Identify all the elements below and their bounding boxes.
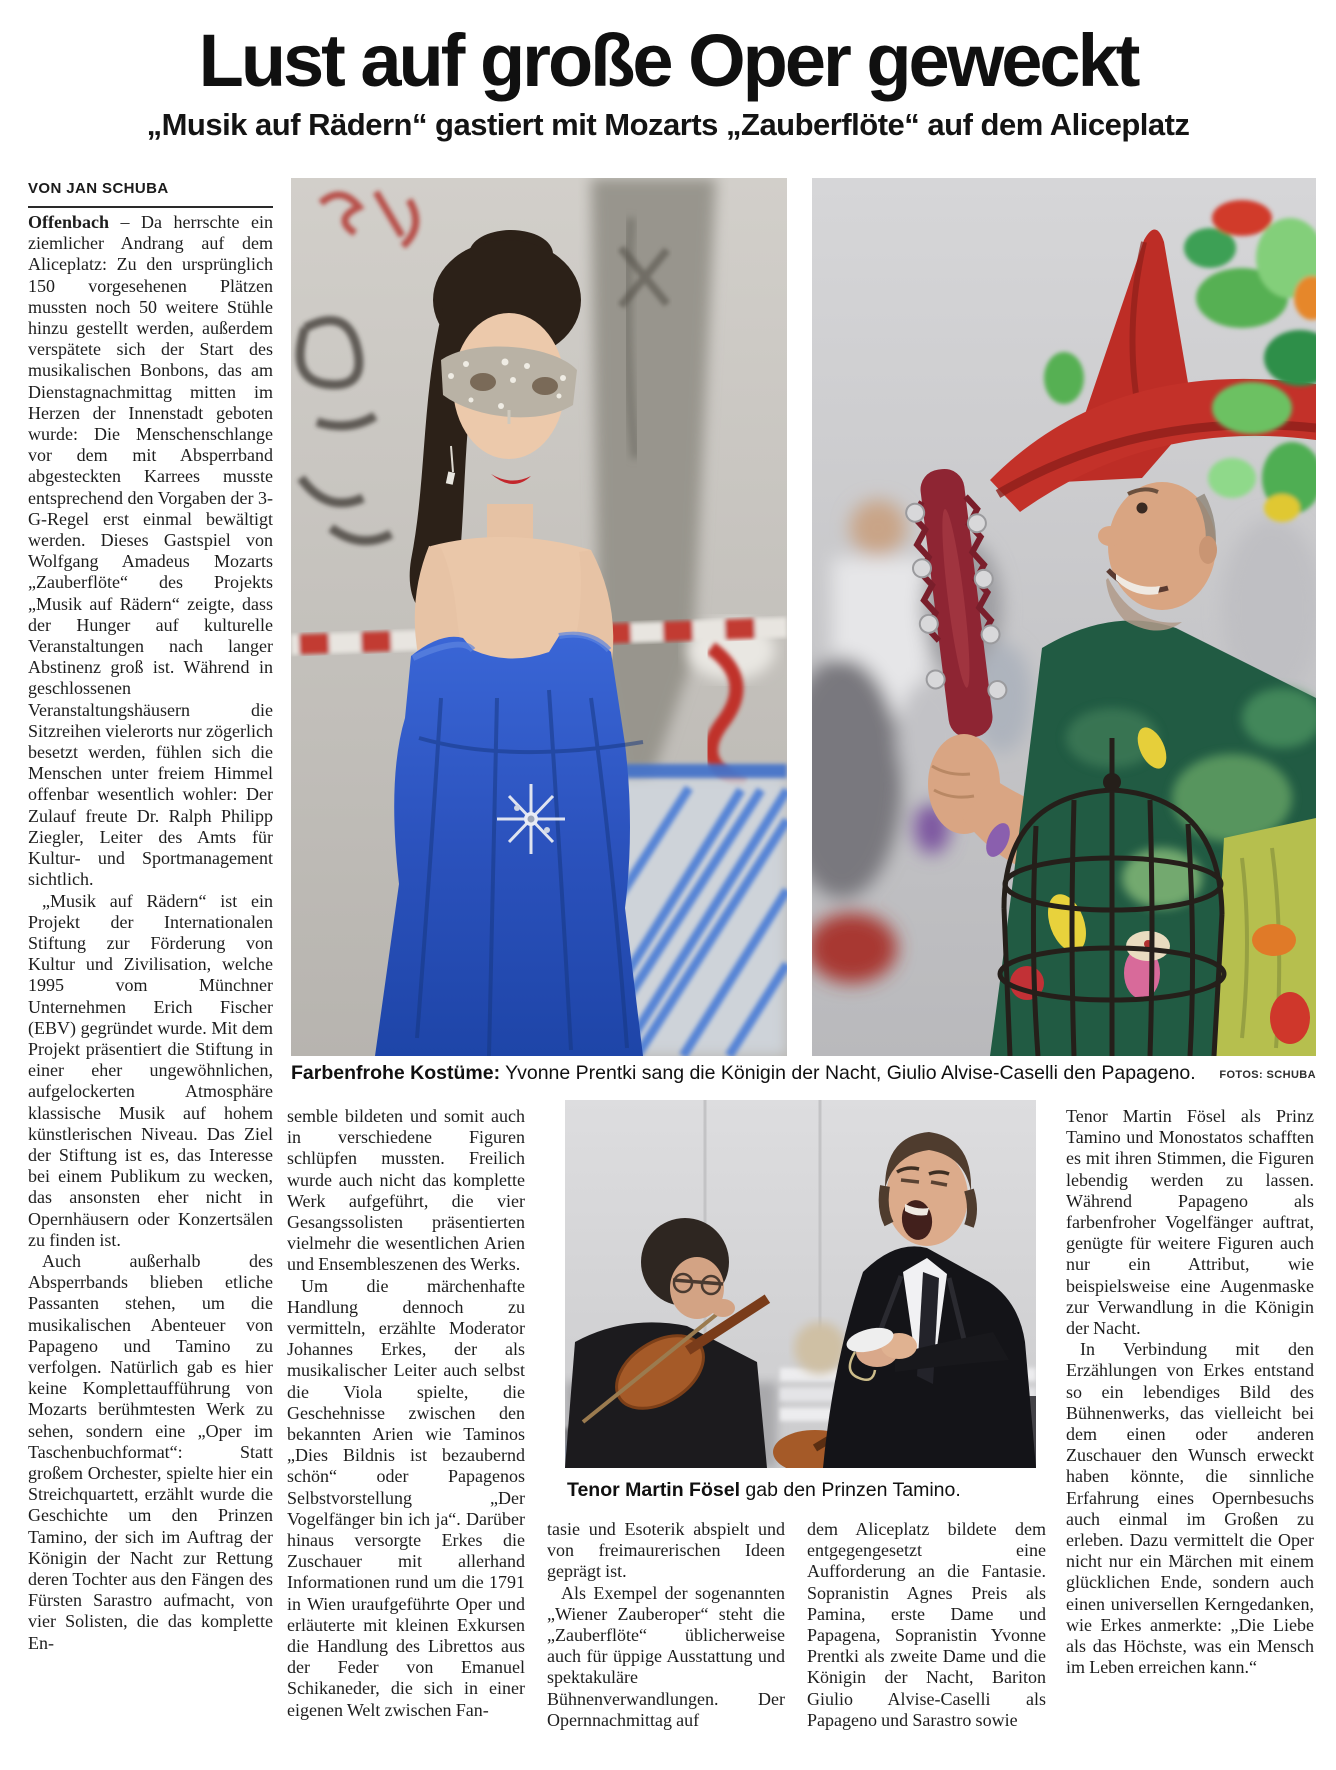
article-column-5 [1066, 1106, 1314, 1746]
paragraph: „Musik auf Rädern“ ist ein Projekt der Internationalen Stiftung zur Förderung von Kultur und Zivilisation, welche 1995 vom Münchner Unternehmen Erich Fischer (EBV) gegründet wurde. Mit dem Projekt präsentiert die Stiftung in einer eher ungewöhnlichen, aufgelockerten Atmosphäre klassische Musik auf hohem künstlerischen Niveau. Das Ziel der Stiftung ist es, das Interesse bei einem Publikum zu wecken, das ansonsten eher nicht in Opernhäusern oder Konzertsälen zu finden ist. [28, 890, 273, 1250]
top-photos-caption [291, 1062, 1316, 1085]
photo-queen-of-the-night [291, 178, 787, 1056]
blue-gown [375, 635, 643, 1056]
paragraph: dem Aliceplatz bildete dem entgegengesetzt eine Aufforderung an die Fantasie. Sopranistin Agnes Preis als Pamina, erste Dame und Papagena, Sopranistin Yvonne Prentki als zweite Dame und die Königin der Nacht, Bariton Giulio Alvise-Caselli als Papageno und Sarastro sowie [807, 1519, 1046, 1730]
paragraph: semble bildeten und somit auch in verschiedene Figuren schlüpfen mussten. Freilich wurde auch nicht das komplette Werk aufgeführt, die vier Gesangssolisten präsentierten vielmehr die wesentlichen Arien und Ensembleszenen des Werks. [287, 1106, 525, 1275]
caption-text: Yvonne Prentki sang die Königin der Nacht, Giulio Alvise-Caselli den Papageno. [500, 1062, 1196, 1084]
paragraph: In Verbindung mit den Erzählungen von Erkes entstand so ein lebendiges Bild des Bühnenwerks, das vielleicht bei dem einen oder anderen Zuschauer den Wunsch erweckt haben könnte, die sinnliche Erfahrung eines Opernbesuchs auch einmal im Großen zu erleben. Dazu vermittelt die Oper nicht nur ein Märchen mit einem glücklichen Ende, sondern auch einen universellen Kerngedanken, wie Erkes anmerkte: „Die Liebe als das Höchste, was ein Mensch im Leben erreichen kann.“ [1066, 1339, 1314, 1678]
byline-divider [28, 206, 273, 208]
photo-credit: FOTOS: SCHUBA [1219, 1069, 1316, 1081]
middle-photo-caption [567, 1479, 1036, 1502]
red-feather-patch [1270, 992, 1310, 1044]
article-column-4 [807, 1519, 1046, 1747]
photo-papageno [812, 178, 1316, 1056]
dateline: Offenbach [28, 212, 109, 232]
caption-lead: Tenor Martin Fösel [567, 1479, 740, 1501]
article-headline: Lust auf große Oper geweckt [198, 19, 1138, 102]
article-column-2 [287, 1106, 525, 1740]
paragraph: Um die märchenhafte Handlung dennoch zu vermitteln, erzählte Moderator Johannes Erkes, der als musikalischer Leiter auch selbst die Viola spielte, die Geschehnisse zwischen den bekannten Arien wie Taminos „Dies Bildnis ist bezaubernd schön“ oder Papagenos Selbstvorstellung „Der Vogelfänger bin ich ja“. Darüber hinaus versorgte Erkes die Zuschauer mit allerhand Informationen rund um die 1791 in Wien uraufgeführte Oper und erläuterte mit kleinen Exkursen die Handlung des Librettos aus der Feder von Emanuel Schikaneder, die sich in einer eigenen Welt zwischen Fan- [287, 1275, 525, 1720]
photo-papageno-illustration [812, 178, 1316, 1056]
paragraph [28, 212, 273, 891]
paragraph: tasie und Esoterik abspielt und von freimaurerischen Ideen geprägt ist. [547, 1519, 785, 1582]
eye [1137, 503, 1148, 514]
paragraph: Auch außerhalb des Absperrbands blieben etliche Passanten stehen, um die musikalischen Abenteuer von Papageno und Tamino zu verfolgen. Natürlich gab es hier keine Komplettaufführung von Mozarts berühmtesten Werk zu sehen, sondern eine „Oper im Taschenbuchformat“: Statt großem Orchester, spielte hier ein Streichquartett, erzählt wurde die Geschichte um den Prinzen Tamino, der sich im Auftrag der Königin der Nacht zur Rettung deren Tochter aus den Fängen des Fürsten Sarastro aufmacht, von vier Solisten, die das komplette En- [28, 1250, 273, 1653]
orange-feather [1252, 924, 1296, 956]
article-subheadline: „Musik auf Rädern“ gastiert mit Mozarts „Zauberflöte“ auf dem Aliceplatz [146, 107, 1190, 142]
caption-text: gab den Prinzen Tamino. [740, 1479, 961, 1501]
byline: VON JAN SCHUBA [28, 180, 169, 197]
caption-lead: Farbenfrohe Kostüme: [291, 1062, 501, 1084]
photo-tenor-illustration [565, 1100, 1036, 1468]
article-column-3 [547, 1519, 785, 1747]
paragraph: Als Exempel der sogenannten „Wiener Zauberoper“ steht die „Zauberflöte“ üblicherweise auch für üppige Ausstattung und spektakuläre Bühnenverwandlungen. Der Opernnachmittag auf [547, 1582, 785, 1730]
photo-tenor-foesel [565, 1100, 1036, 1468]
article-column-1 [28, 212, 273, 1744]
paragraph: Tenor Martin Fösel als Prinz Tamino und Monostatos schafften es mit ihren Stimmen, die Figuren lebendig werden zu lassen. Während Papageno als farbenfroher Vogelfänger auftrat, genügte für weitere Figuren auch nur ein Attribut, wie beispielsweise eine Augenmaske zur Verwandlung in die Königin der Nacht. [1066, 1106, 1314, 1339]
paragraph-text: – Da herrschte ein ziemlicher Andrang auf dem Aliceplatz: Zu den ursprünglich 150 vorgesehenen Plätzen mussten noch 50 weitere Stühle hinzu gestellt werden, außerdem verspätete sich der Start des musikalischen Bonbons, das am Dienstagnachmittag mitten im Herzen der Innenstadt geboten wurde: Die Menschenschlange vor dem mit Absperrband abgesteckten Karrees musste entsprechend den Vorgaben der 3-G-Regel erst einmal bewältigt werden. Dieses Gastspiel von Wolfgang Amadeus Mozarts „Zauberflöte“ des Projekts „Musik auf Rädern“ zeigte, dass der Hunger auf kulturelle Veranstaltungen nach langer Abstinenz groß ist. Während in geschlossenen Veranstaltungshäusern die Sitzreihen vielerorts nur zögerlich besetzt werden, fühlen sich die Menschen unter freiem Himmel offenbar wesentlich wohler: Der Zulauf freute Dr. Ralph Philipp Ziegler, Leiter des Amts für Kultur- und Sportmanagement sichtlich. [28, 212, 273, 890]
photo-queen-illustration [291, 178, 787, 1056]
